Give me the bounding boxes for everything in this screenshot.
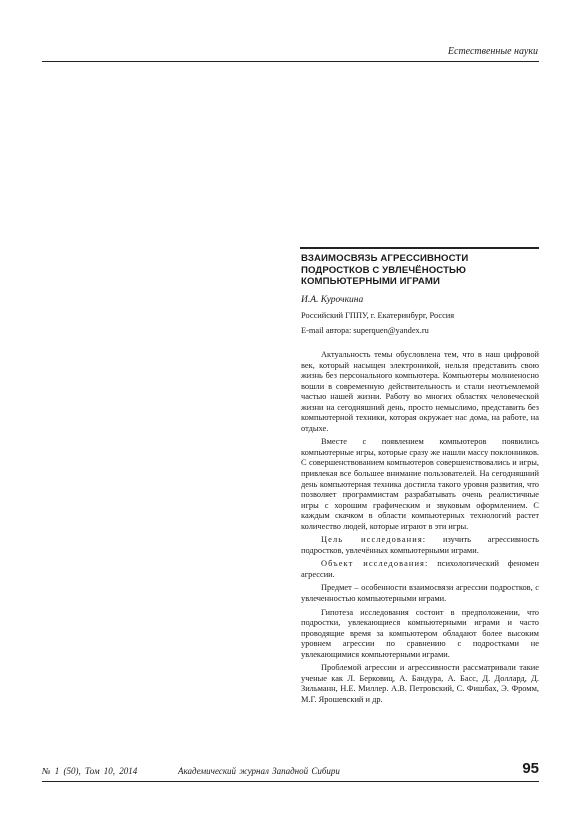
journal-name: Академический журнал Западной Сибири: [178, 766, 340, 776]
paragraph-lead: Цель исследования:: [321, 535, 427, 545]
body-paragraph: Актуальность темы обусловлена тем, что в наш цифровой век, который насыщен электроникой, нельзя представить свою жизнь без персонального компьютера. Компьютеры молниеносно вошли в современную действительность и стали неотъемлемой частью нашей жизни. Работу во многих областях человеческой жизни на сегодняшний день, просто немыслимо, представить без компьютерной техники, которая окружает нас дома, на работе, на отдыхе.: [301, 350, 539, 433]
footer-rule: [42, 781, 539, 782]
paragraph-lead: Объект исследования:: [321, 559, 429, 569]
body-paragraph: Гипотеза исследования состоит в предположении, что подростки, увлекающиеся компьютерными играми и часто проводящие время за компьютером обладают более высоким уровнем агрессии по сравнению с подростками не увлекающимися компьютерными играми.: [301, 607, 539, 659]
body-paragraph: Объект исследования: психологический феномен агрессии.: [301, 559, 540, 579]
title-rule: [300, 247, 539, 249]
title-line: ВЗАИМОСВЯЗЬ АГРЕССИВНОСТИ: [301, 253, 469, 264]
section-header: Естественные науки: [447, 46, 538, 57]
author-name: И.А. Курочкина: [301, 295, 364, 305]
body-paragraph: Проблемой агрессии и агрессивности рассматривали такие ученые как Л. Берковиц, А. Бандура, А. Басс, Д. Доллард, Д. Зильманн, Н.Е. Миллер. А.В. Петровский, С. Фишбах, Э. Фромм, М.Г. Ярошевский и др.: [301, 663, 539, 704]
issue-info: № 1 (50), Том 10, 2014: [42, 766, 138, 776]
page-number: 95: [522, 760, 539, 777]
body-paragraph: Цель исследования: изучить агрессивность подростков, увлечённых компьютерными играми.: [301, 535, 539, 555]
article-body: [301, 350, 539, 709]
title-line: КОМПЬЮТЕРНЫМИ ИГРАМИ: [301, 276, 440, 287]
body-paragraph: Предмет – особенности взаимосвязи агрессии подростков, с увлеченностью компьютерными играми.: [301, 583, 539, 604]
title-line: ПОДРОСТКОВ С УВЛЕЧЁНОСТЬЮ: [301, 264, 467, 276]
author-affiliation: Российский ГППУ, г. Екатеринбург, Россия: [301, 311, 455, 320]
body-paragraph: Вместе с появлением компьютеров появились компьютерные игры, которые сразу же нашли массу поклонников. С совершенствованием компьютеров совершенствовались и игры, привлекая все большее внимание пользователей. На сегодняшний день компьютерная техника достигла такого уровня развития, что позволяет программистам разрабатывать очень реалистичные игры с хорошим графическим и звуковым оформлением. С каждым скачком в области компьютерных технологий растет количество людей, которые играют в эти игры.: [301, 437, 539, 531]
author-email: E-mail автора: superquen@yandex.ru: [301, 326, 429, 335]
article-title: [301, 253, 541, 288]
header-rule: [42, 61, 539, 62]
